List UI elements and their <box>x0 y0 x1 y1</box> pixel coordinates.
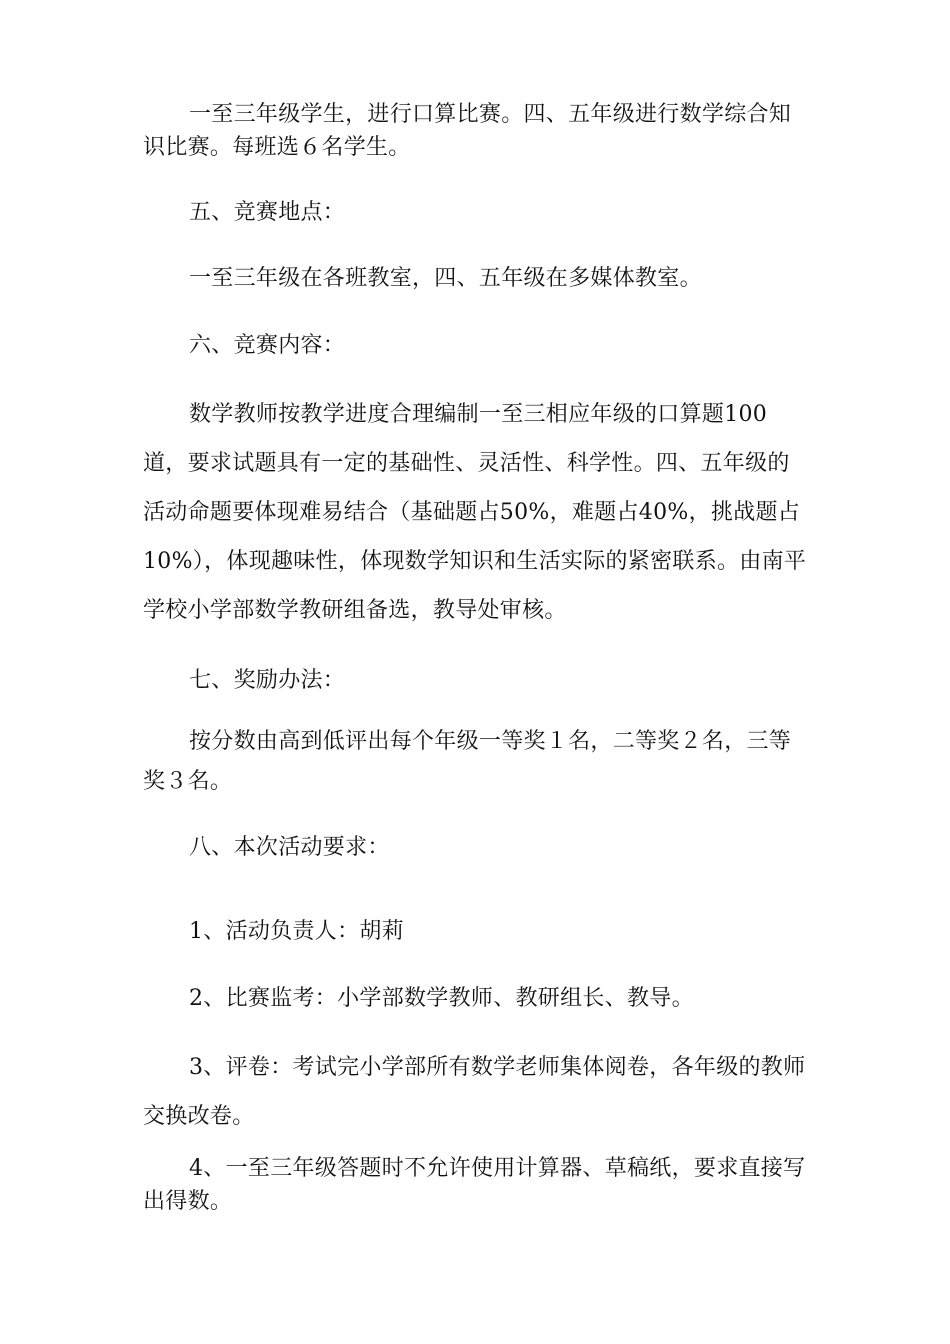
heading-award-method: 七、奖励办法： <box>189 668 346 693</box>
requirement-item-1: 1、活动负责人：胡莉 <box>189 919 404 944</box>
requirement-item-3: 3、评卷：考试完小学部所有数学老师集体阅卷，各年级的教师交换改卷。 <box>143 1055 806 1129</box>
paragraph-competition-content: 数学教师按教学进度合理编制一至三相应年级的口算题100道，要求试题具有一定的基础性、灵活性、科学性。四、五年级的活动命题要体现难易结合（基础题占50%，难题占40%，挑战题占10%），体现趣味性，体现数学知识和生活实际的紧密联系。由南平学校小学部数学教研组备选，教导处审核。 <box>143 402 807 623</box>
heading-activity-requirements: 八、本次活动要求： <box>189 835 390 860</box>
paragraph-competition-format: 一至三年级学生，进行口算比赛。四、五年级进行数学综合知识比赛。每班选６名学生。 <box>143 102 792 160</box>
paragraph-award-method: 按分数由高到低评出每个年级一等奖１名，二等奖２名，三等奖３名。 <box>143 729 792 794</box>
requirement-item-2: 2、比赛监考：小学部数学教师、教研组长、教导。 <box>189 986 694 1011</box>
heading-competition-content: 六、竞赛内容： <box>189 333 346 358</box>
paragraph-competition-location: 一至三年级在各班教室，四、五年级在多媒体教室。 <box>189 266 702 291</box>
heading-competition-location: 五、竞赛地点： <box>189 200 346 225</box>
requirement-item-4: 4、一至三年级答题时不允许使用计算器、草稿纸，要求直接写出得数。 <box>143 1156 806 1214</box>
